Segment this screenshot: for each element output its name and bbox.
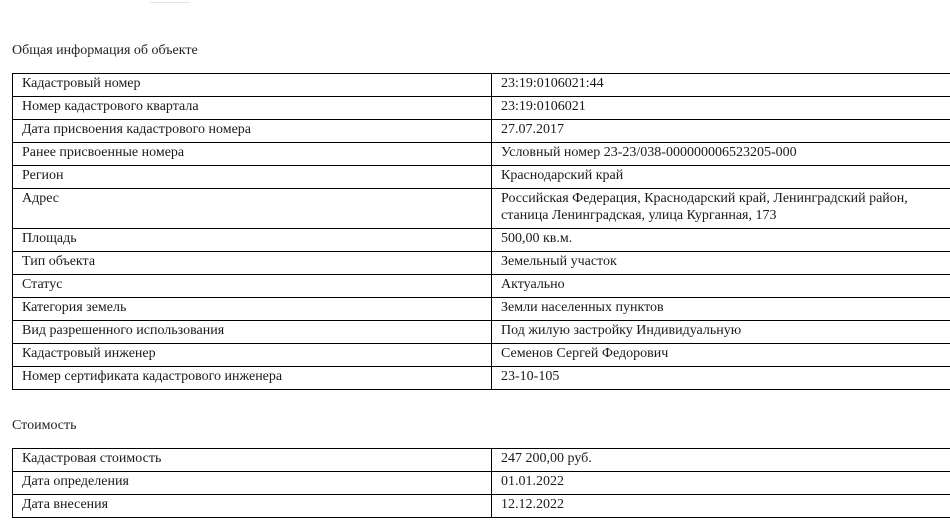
table-row-assignment-date [13, 120, 950, 143]
row-label: Вид разрешенного использования [13, 321, 492, 344]
row-value: 500,00 кв.м. [492, 229, 950, 252]
row-value: Семенов Сергей Федорович [492, 344, 950, 367]
row-value: 27.07.2017 [492, 120, 950, 143]
row-value: Под жилую застройку Индивидуальную [492, 321, 950, 344]
table-row-cadastral-number [13, 74, 950, 97]
general-info-table [12, 73, 950, 390]
row-value: Земельный участок [492, 252, 950, 275]
table-row-cadastral-cost [13, 449, 950, 472]
row-value: Российская Федерация, Краснодарский край, Ленинградский район, станица Ленинградская, улица Курганная, 173 [492, 189, 950, 229]
table-row-permitted-use [13, 321, 950, 344]
row-label: Статус [13, 275, 492, 298]
table-row-cadastral-quarter [13, 97, 950, 120]
row-value: 23:19:0106021 [492, 97, 950, 120]
row-value: 23-10-105 [492, 367, 950, 390]
row-label: Кадастровый номер [13, 74, 492, 97]
cost-table [12, 448, 950, 518]
row-label: Категория земель [13, 298, 492, 321]
table-row-area [13, 229, 950, 252]
table-row-status [13, 275, 950, 298]
cost-title: Стоимость [12, 418, 77, 433]
cropped-header-fragment [150, 0, 190, 3]
row-label: Регион [13, 166, 492, 189]
table-row-entry-date [13, 495, 950, 518]
row-value: Земли населенных пунктов [492, 298, 950, 321]
row-label: Ранее присвоенные номера [13, 143, 492, 166]
row-value: Актуально [492, 275, 950, 298]
table-row-address [13, 189, 950, 229]
row-label: Дата внесения [13, 495, 492, 518]
general-info-title: Общая информация об объекте [12, 43, 198, 58]
table-row-determination-date [13, 472, 950, 495]
row-value: 12.12.2022 [492, 495, 950, 518]
table-row-previous-numbers [13, 143, 950, 166]
row-label: Кадастровый инженер [13, 344, 492, 367]
row-label: Дата присвоения кадастрового номера [13, 120, 492, 143]
table-row-engineer-certificate [13, 367, 950, 390]
row-label: Дата определения [13, 472, 492, 495]
row-label: Площадь [13, 229, 492, 252]
row-value: Условный номер 23-23/038-000000006523205-000 [492, 143, 950, 166]
table-row-region [13, 166, 950, 189]
row-value: Краснодарский край [492, 166, 950, 189]
table-row-object-type [13, 252, 950, 275]
row-label: Номер сертификата кадастрового инженера [13, 367, 492, 390]
row-value: 23:19:0106021:44 [492, 74, 950, 97]
table-row-cadastral-engineer [13, 344, 950, 367]
row-label: Номер кадастрового квартала [13, 97, 492, 120]
row-label: Тип объекта [13, 252, 492, 275]
row-value: 247 200,00 руб. [492, 449, 950, 472]
row-label: Кадастровая стоимость [13, 449, 492, 472]
table-row-land-category [13, 298, 950, 321]
row-value: 01.01.2022 [492, 472, 950, 495]
row-label: Адрес [13, 189, 492, 229]
